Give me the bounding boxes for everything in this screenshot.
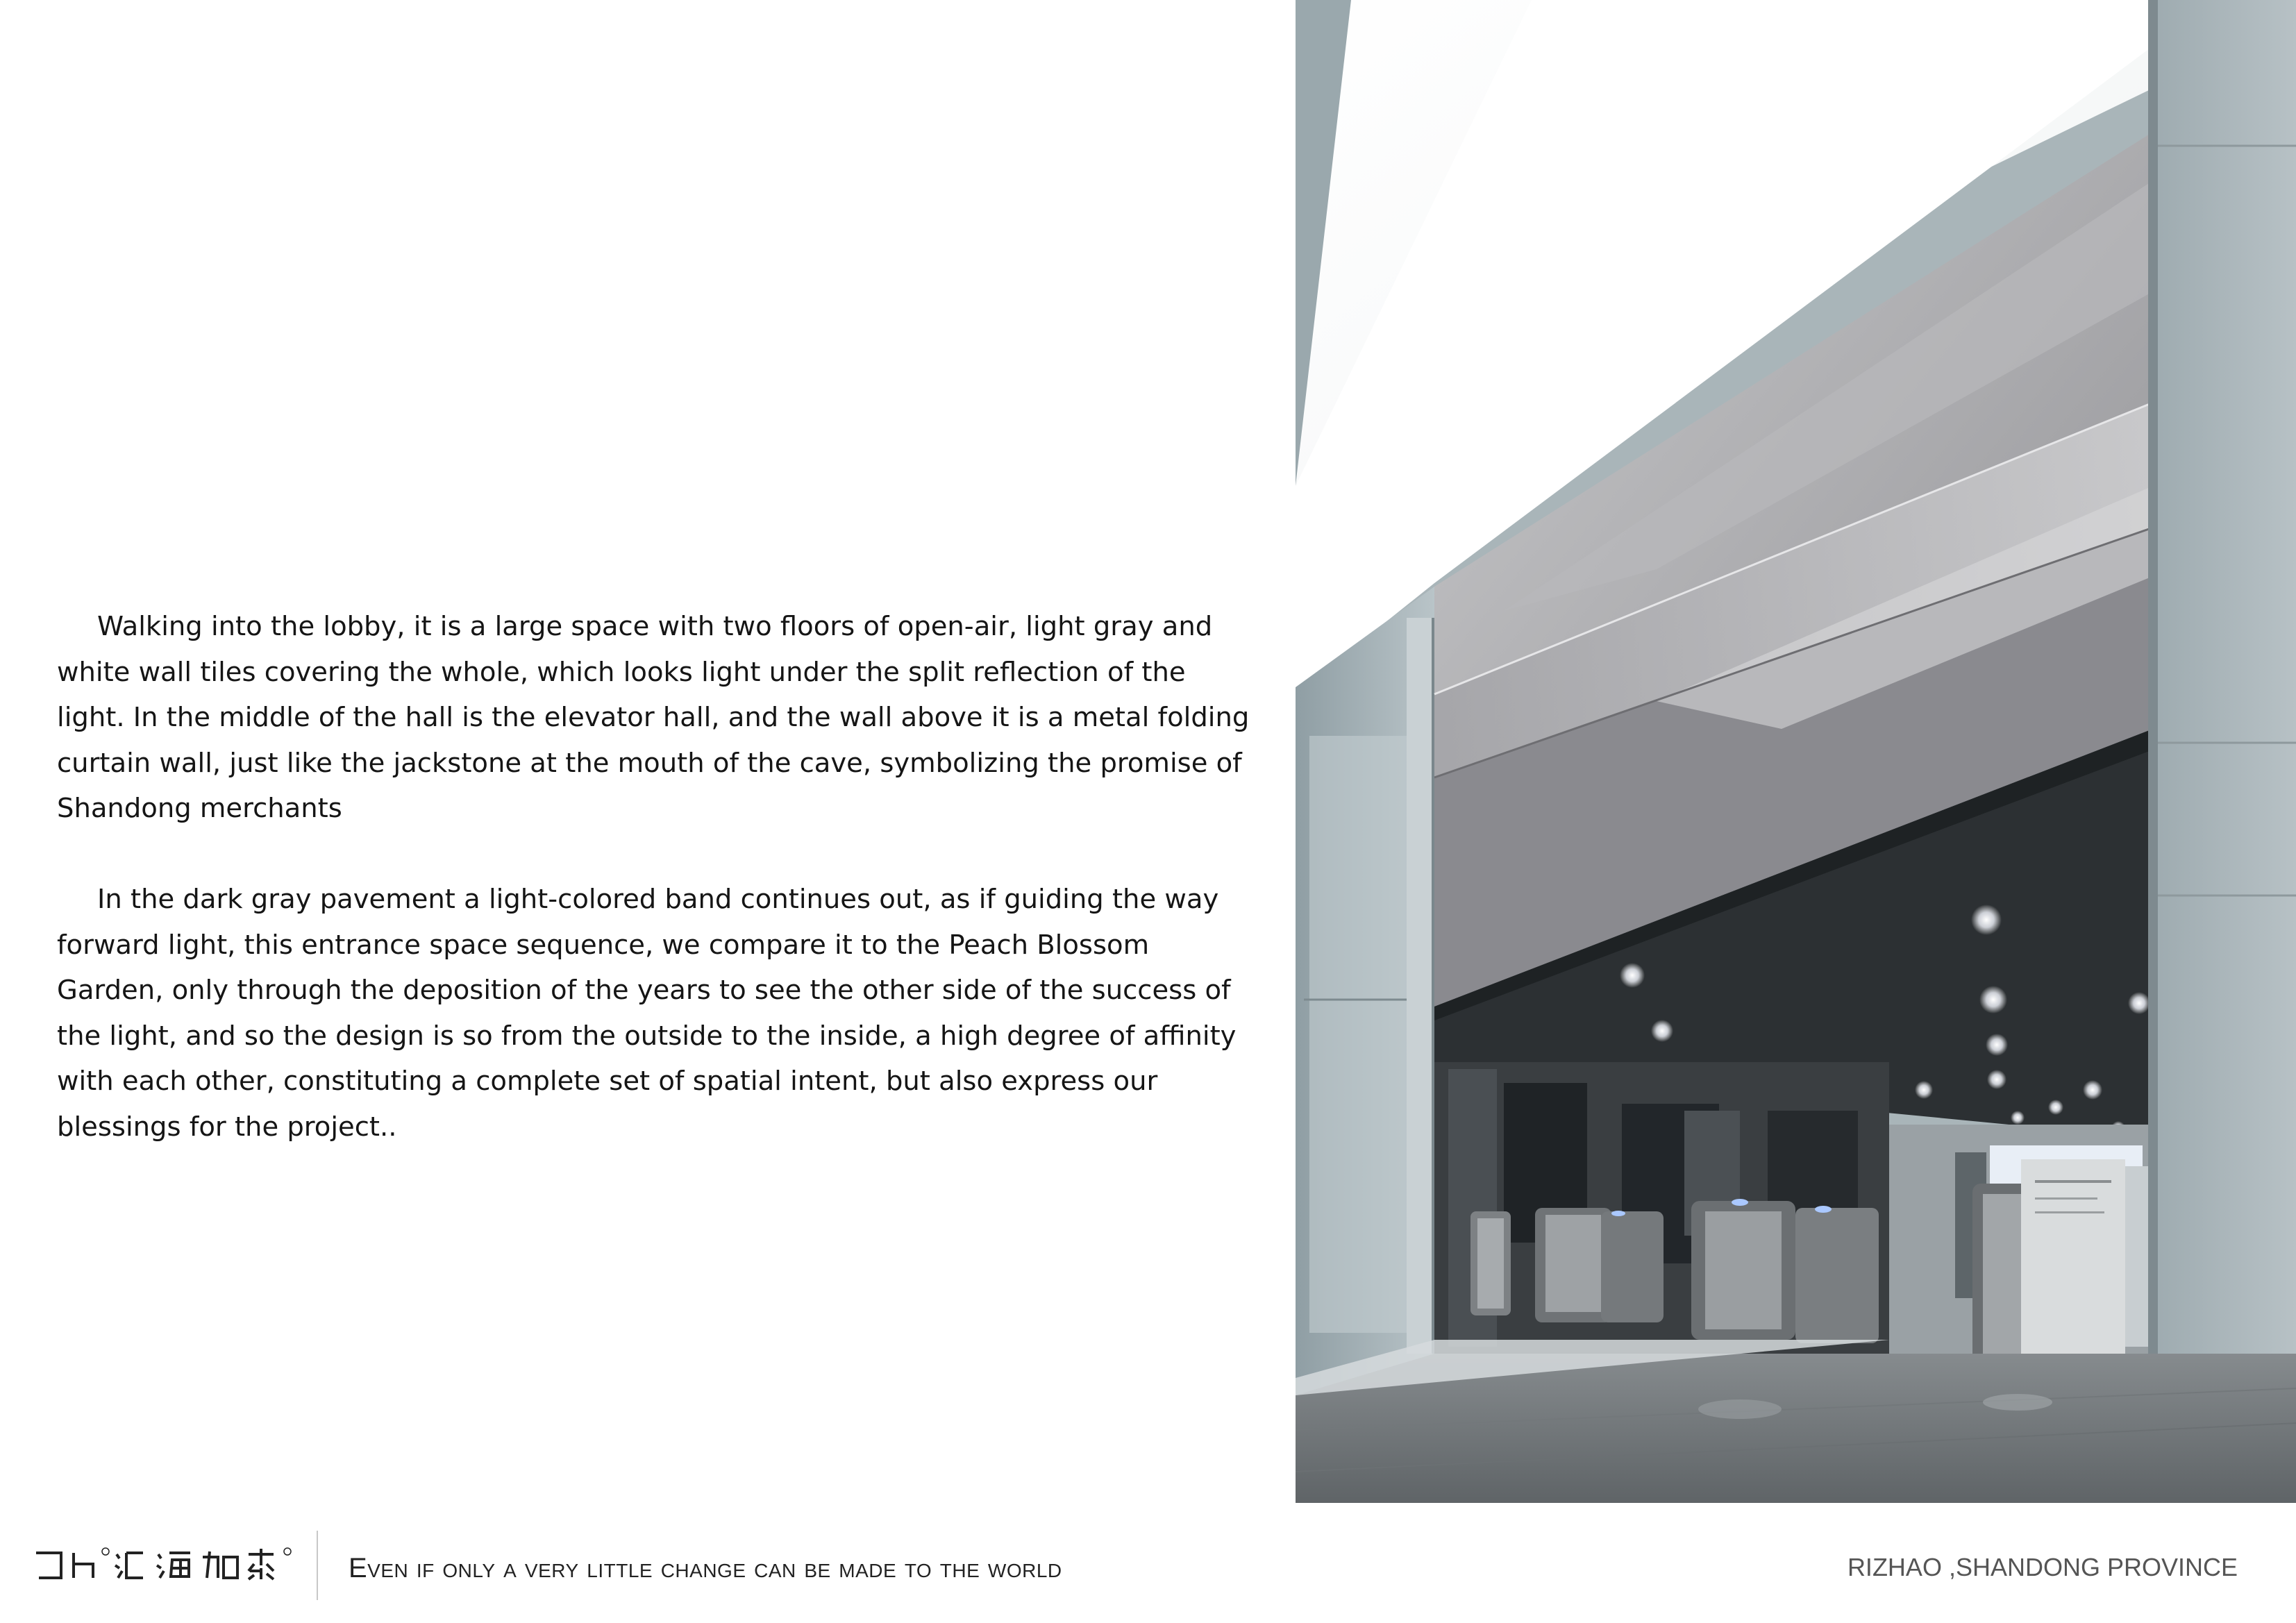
footer — [0, 1503, 2296, 1623]
paragraph-1: Walking into the lobby, it is a large space with two floors of open-air, light gray and white wall tiles covering the whole, which looks light under the split reflection of the light. In the middle of the hall is the elevator hall, and the wall above it is a metal folding curtain wall, just like the jackstone at the mouth of the cave, symbolizing the promise of Shandong merchants — [57, 611, 1250, 824]
footer-divider — [317, 1531, 318, 1600]
company-logo — [33, 1543, 297, 1585]
slogan: Even if only a very little change can be made to the world — [349, 1553, 1062, 1583]
body-text — [57, 604, 1251, 1195]
lobby-photo — [1296, 0, 2296, 1503]
paragraph-2: In the dark gray pavement a light-colored band continues out, as if guiding the way forward light, this entrance space sequence, we compare it to the Peach Blossom Garden, only through the deposition of the years to see the other side of the success of the light, and so the design is so from the outside to the inside, a high degree of affinity with each other, constituting a complete set of spatial intent, but also express our blessings for the project.. — [57, 884, 1237, 1143]
location-label: RIZHAO ,SHANDONG PROVINCE — [1847, 1553, 2238, 1581]
